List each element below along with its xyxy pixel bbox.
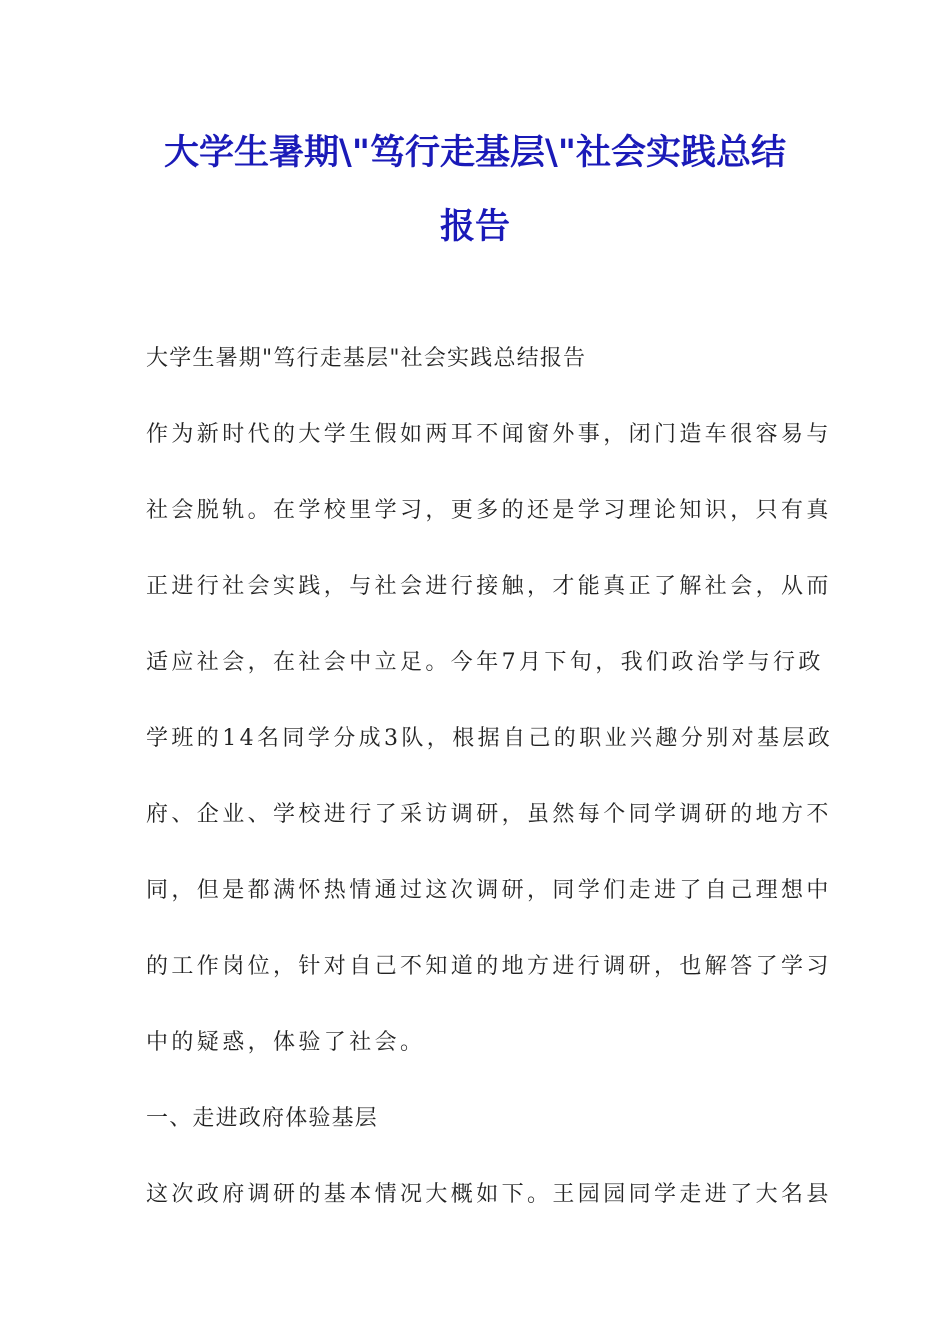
document-title (120, 116, 830, 264)
paragraph-line: 同，但是都满怀热情通过这次调研，同学们走进了自己理想中 (146, 878, 832, 903)
title-line-1: 大学生暑期\"笃行走基层\"社会实践总结 (163, 133, 787, 173)
paragraph-line: 正进行社会实践，与社会进行接触，才能真正了解社会，从而 (146, 574, 832, 599)
document-subtitle: 大学生暑期"笃行走基层"社会实践总结报告 (146, 346, 587, 371)
paragraph-line: 适应社会，在社会中立足。今年7月下旬，我们政治学与行政 (146, 650, 824, 675)
paragraph-line: 学班的14名同学分成3队，根据自己的职业兴趣分别对基层政 (146, 726, 834, 751)
paragraph-line: 这次政府调研的基本情况大概如下。王园园同学走进了大名县 (146, 1182, 832, 1207)
paragraph-line: 作为新时代的大学生假如两耳不闻窗外事，闭门造车很容易与 (146, 422, 832, 447)
paragraph-line: 社会脱轨。在学校里学习，更多的还是学习理论知识，只有真 (146, 498, 832, 523)
document-body (146, 321, 834, 1233)
paragraph-line: 中的疑惑，体验了社会。 (146, 1030, 426, 1055)
paragraph-line: 的工作岗位，针对自己不知道的地方进行调研，也解答了学习 (146, 954, 832, 979)
section-heading: 一、走进政府体验基层 (146, 1106, 379, 1131)
title-line-2: 报告 (439, 207, 510, 247)
paragraph-line: 府、企业、学校进行了采访调研，虽然每个同学调研的地方不 (146, 802, 832, 827)
